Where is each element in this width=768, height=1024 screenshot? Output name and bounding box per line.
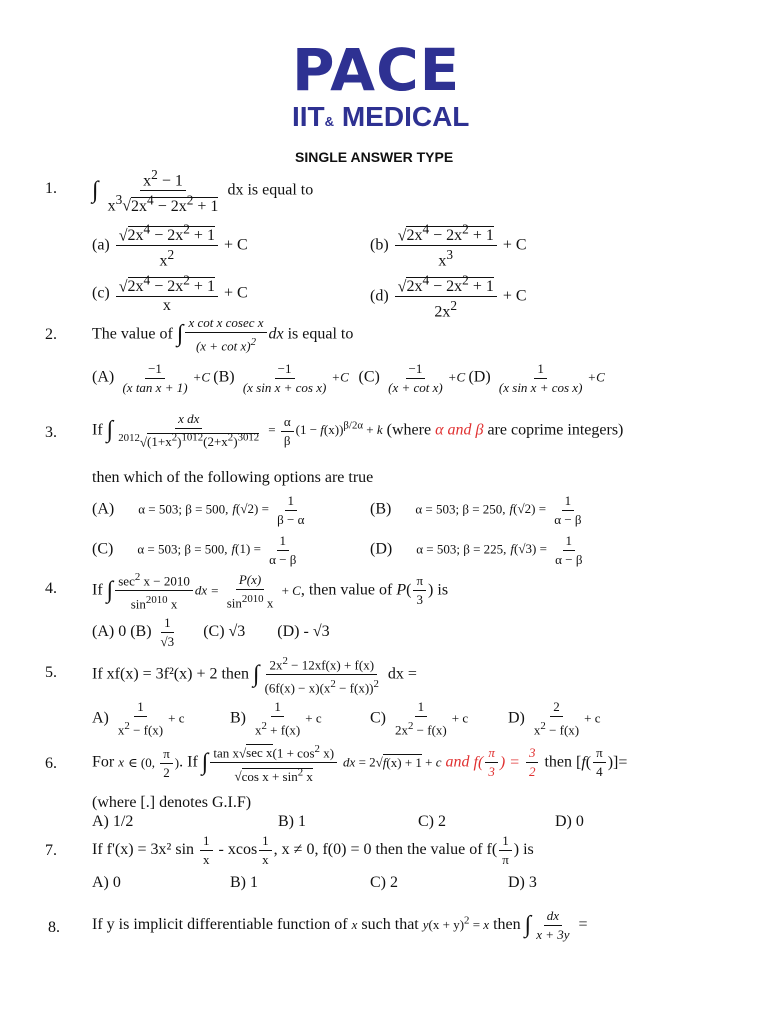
q1-stem: ∫ $\frac{x^2 - 1}{x^3√2x^4 - 2x^2 + 1}$ dx is equal to [92,167,314,215]
q3-stem: If ∫ $\frac{\text{x dx}}{^{2012}√(1+x^2)^{1012}(2+x^2)^{3012}}$ = $\frac{\alpha}{\beta}$ $(1 - f(x))^{\beta/2\alpha} + k$ (where α and β are coprime integers) [92,411,624,450]
q2-number: 2. [45,326,57,343]
q3-option-a: (A) α = 503; β = 500, f(√2) = $\frac{1}{\beta - \alpha}$ [92,493,305,527]
q6-option-b: B) 1 [278,813,306,830]
q4-number: 4. [45,580,57,597]
q1-text: dx is equal to [227,181,314,199]
q7-option-c: C) 2 [370,874,398,891]
q8-stem: If y is implicit differentiable function of x such that $y(x + y)^2 = x$ then ∫ $\frac{dx}{x + 3y}$ = [92,908,588,942]
q7-number: 7. [45,842,57,859]
q1-option-c: (c) $\frac{√2x^4 - 2x^2 + 1}{x}$ + C [92,273,248,315]
q1-option-d: (d) $\frac{√2x^4 - 2x^2 + 1}{2x^2}$ + C [370,273,527,321]
logo-pace-text: PACE [292,36,461,104]
logo-amp: & [324,114,335,129]
q6-line2: (where [.] denotes G.I.F) [92,794,252,811]
q2-options: (A) $\frac{-1}{\text{(x tan x + 1)}}$ +C (B) $\frac{-1}{\text{(x sin x + cos x)}}$ +C (C) $\frac{-1}{\text{(x + cot x)}}$ +C (D) $\frac{1}{\text{(x sin x + cos x)}}$ +C [92,361,605,395]
q7-option-d: D) 3 [508,874,537,891]
q6-option-a: A) 1/2 [92,813,134,830]
q6-number: 6. [45,755,57,772]
q5-option-c: C) $\frac{1}{2x^2 - f(x)}$ + c [370,699,469,738]
q1-option-a: (a) $\frac{√2x^4 - 2x^2 + 1}{x^2}$ + C [92,222,248,270]
logo-medical: MEDICAL [341,101,470,132]
q1-number: 1. [45,180,57,197]
q7-option-a: A) 0 [92,874,121,891]
logo-iit: IIT [292,101,325,132]
pace-logo [292,38,482,134]
q5-option-d: D) $\frac{2}{x^2 - f(x)}$ + c [508,699,601,738]
q3-option-d: (D) α = 503; β = 225, f(√3) = $\frac{1}{\alpha - \beta}$ [370,533,583,567]
q7-option-b: B) 1 [230,874,258,891]
q3-highlight: α and β [435,421,484,439]
q5-option-b: B) $\frac{1}{x^2 + f(x)}$ + c [230,699,322,738]
q6-option-c: C) 2 [418,813,446,830]
q3-option-b: (B) α = 503; β = 250, f(√2) = $\frac{1}{\alpha - \beta}$ [370,493,582,527]
q4-stem: If ∫ $\frac{\sec^2 x - 2010}{\sin^{2010} x}$ dx = $\frac{P(x)}{\sin^{2010} x}$ + C, then value of P( $\frac{\pi}{3}$ ) is [92,568,448,614]
q6-option-d: D) 0 [555,813,584,830]
q4-options: (A) 0 (B) $\frac{1}{√3}$ (C) √3 (D) - √3 [92,615,330,649]
q6-stem: For x ∈ (0, $\frac{\pi}{2}$ ). If ∫ $\frac{\tan x√\sec x(1 + \cos^2 x)}{√\cos x + \sin^2 x}$ dx = 2√f(x) + 1 + c and f( $\frac{\pi}{3}$ ) = $\frac{3}{2}$ then [f( $\frac{\pi}{4}$ )]= [92,740,627,786]
q3-line2: then which of the following options are true [92,469,374,486]
q2-stem: The value of ∫ $\frac{\text{x cot x cosec x}}{(x + \cot x)^2}$ dx is equal to [92,315,354,354]
q3-option-c: (C) α = 503; β = 500, f(1) = $\frac{1}{\alpha - \beta}$ [92,533,297,567]
q5-stem: If xf(x) = 3f²(x) + 2 then ∫ $\frac{2x^2 - 12xf(x) + f(x)}{(6f(x) - x)(x^2 - f(x))^2}$ dx = [92,652,417,698]
q7-stem: If f'(x) = 3x² sin $\frac{1}{x}$ - xcos $\frac{1}{x}$ , x ≠ 0, f(0) = 0 then the value of f( $\frac{1}{\pi}$ ) is [92,833,534,867]
section-title: SINGLE ANSWER TYPE [295,149,454,165]
q3-number: 3. [45,424,57,441]
q5-option-a: A) $\frac{1}{x^2 - f(x)}$ + c [92,699,185,738]
q8-number: 8. [48,919,60,936]
logo-iit-medical [292,102,469,137]
q1-option-b: (b) $\frac{√2x^4 - 2x^2 + 1}{x^3}$ + C [370,222,527,270]
q5-number: 5. [45,664,57,681]
